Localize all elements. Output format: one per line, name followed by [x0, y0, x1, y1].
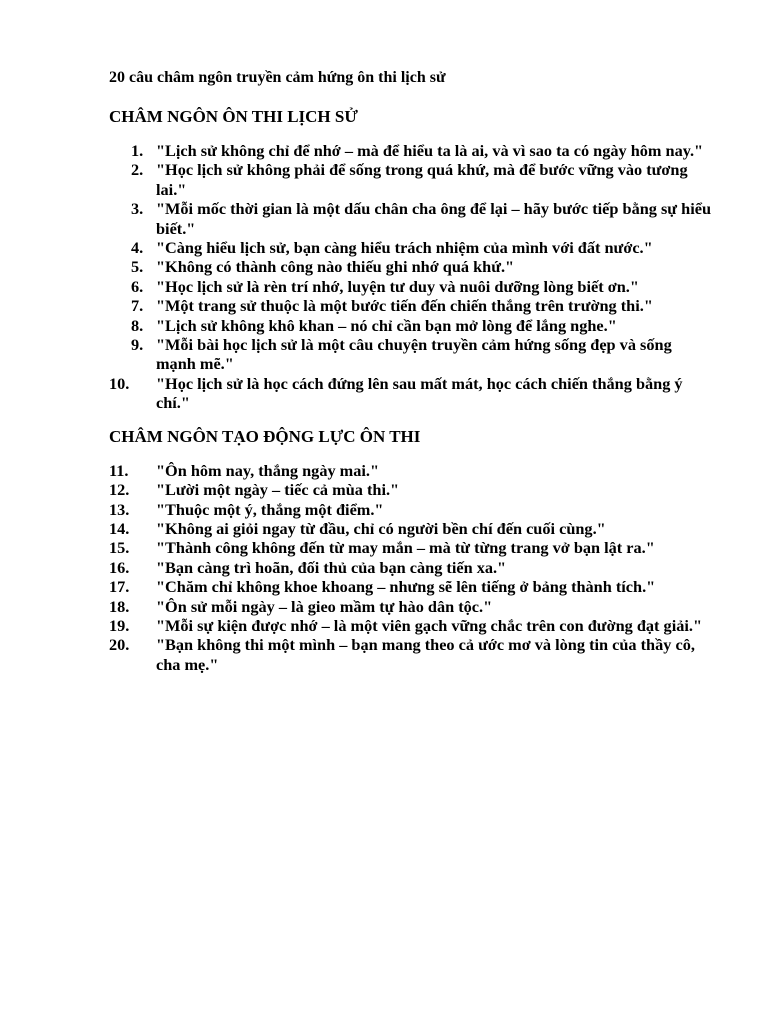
quote-text: "Lười một ngày – tiếc cả mùa thi.": [156, 480, 400, 500]
quote-item: [109, 335, 712, 374]
quote-item: [109, 616, 712, 635]
quote-item: [109, 238, 712, 257]
quote-number: 10.: [109, 373, 130, 393]
quote-item: [109, 500, 712, 519]
quote-text: "Học lịch sử là rèn trí nhớ, luyện tư duy và nuôi dưỡng lòng biết ơn.": [156, 276, 639, 296]
quote-number: 20.: [109, 635, 130, 655]
quote-text: "Ôn sử mỗi ngày – là gieo mầm tự hào dân tộc.": [156, 596, 493, 616]
quote-number: 8.: [131, 315, 144, 335]
quote-item: [109, 141, 712, 160]
quote-number: 19.: [109, 615, 130, 635]
quote-item: [109, 316, 712, 335]
quote-number: 1.: [131, 141, 144, 160]
quote-number: 2.: [131, 160, 144, 180]
quote-number: 14.: [109, 518, 130, 538]
quote-number: 9.: [131, 335, 144, 355]
quote-number: 12.: [109, 480, 130, 500]
quote-item: [109, 635, 712, 674]
quote-number: 16.: [109, 557, 130, 577]
quote-text: "Mỗi bài học lịch sử là một câu chuyện truyền cảm hứng sống đẹp và sống mạnh mẽ.": [156, 335, 672, 374]
quote-text: "Lịch sử không khô khan – nó chỉ cần bạn mở lòng để lắng nghe.": [156, 315, 617, 335]
quote-item: [109, 577, 712, 596]
quote-item: [109, 538, 712, 557]
quote-text: "Chăm chỉ không khoe khoang – nhưng sẽ lên tiếng ở bảng thành tích.": [156, 577, 656, 597]
section-heading-motivation-quotes: CHÂM NGÔN TẠO ĐỘNG LỰC ÔN THI: [109, 426, 421, 446]
quote-text: "Bạn không thi một mình – bạn mang theo cả ước mơ và lòng tin của thầy cô, cha mẹ.": [156, 635, 695, 674]
quote-item: [109, 257, 712, 276]
quote-text: "Mỗi mốc thời gian là một dấu chân cha ông để lại – hãy bước tiếp bằng sự hiểu biết.": [156, 199, 712, 238]
quote-number: 11.: [109, 460, 129, 480]
quote-text: "Thuộc một ý, thắng một điểm.": [156, 499, 384, 519]
quote-number: 6.: [131, 276, 144, 296]
quote-text: "Học lịch sử không phải để sống trong quá khứ, mà để bước vững vào tương lai.": [156, 160, 688, 199]
quote-item: [109, 160, 712, 199]
quote-item: [109, 296, 712, 315]
quote-list-history: [109, 141, 712, 413]
quote-item: [109, 480, 712, 499]
quote-number: 17.: [109, 577, 130, 597]
quote-number: 5.: [131, 257, 144, 277]
quote-text: "Mỗi sự kiện được nhớ – là một viên gạch vững chắc trên con đường đạt giải.": [156, 615, 702, 635]
quote-item: [109, 558, 712, 577]
section-heading-history-quotes: CHÂM NGÔN ÔN THI LỊCH SỬ: [109, 107, 358, 126]
quote-item: [109, 461, 712, 480]
quote-item: [109, 277, 712, 296]
document-title: 20 câu châm ngôn truyền cảm hứng ôn thi lịch sử: [109, 69, 446, 86]
quote-text: "Không ai giỏi ngay từ đầu, chỉ có người bền chí đến cuối cùng.": [156, 518, 606, 538]
quote-item: [109, 597, 712, 616]
quote-item: [109, 374, 712, 413]
quote-text: "Một trang sử thuộc là một bước tiến đến chiến thắng trên trường thi.": [156, 296, 653, 316]
quote-text: "Ôn hôm nay, thắng ngày mai.": [156, 460, 380, 480]
quote-number: 7.: [131, 296, 144, 316]
quote-item: [109, 519, 712, 538]
quote-list-motivation: [109, 461, 712, 674]
quote-item: [109, 199, 712, 238]
quote-number: 18.: [109, 596, 130, 616]
quote-text: "Học lịch sử là học cách đứng lên sau mất mát, học cách chiến thắng bằng ý chí.": [156, 373, 683, 413]
quote-text: "Lịch sử không chỉ để nhớ – mà để hiểu ta là ai, và vì sao ta có ngày hôm nay.": [156, 141, 704, 160]
quote-number: 13.: [109, 499, 130, 519]
quote-text: "Càng hiểu lịch sử, bạn càng hiểu trách nhiệm của mình với đất nước.": [156, 238, 653, 258]
quote-text: "Bạn càng trì hoãn, đối thủ của bạn càng tiến xa.": [156, 557, 507, 577]
quote-text: "Thành công không đến từ may mắn – mà từ từng trang vở bạn lật ra.": [156, 538, 655, 558]
quote-number: 3.: [131, 199, 144, 219]
quote-number: 4.: [131, 238, 144, 258]
quote-number: 15.: [109, 538, 130, 558]
quote-text: "Không có thành công nào thiếu ghi nhớ quá khứ.": [156, 257, 515, 277]
